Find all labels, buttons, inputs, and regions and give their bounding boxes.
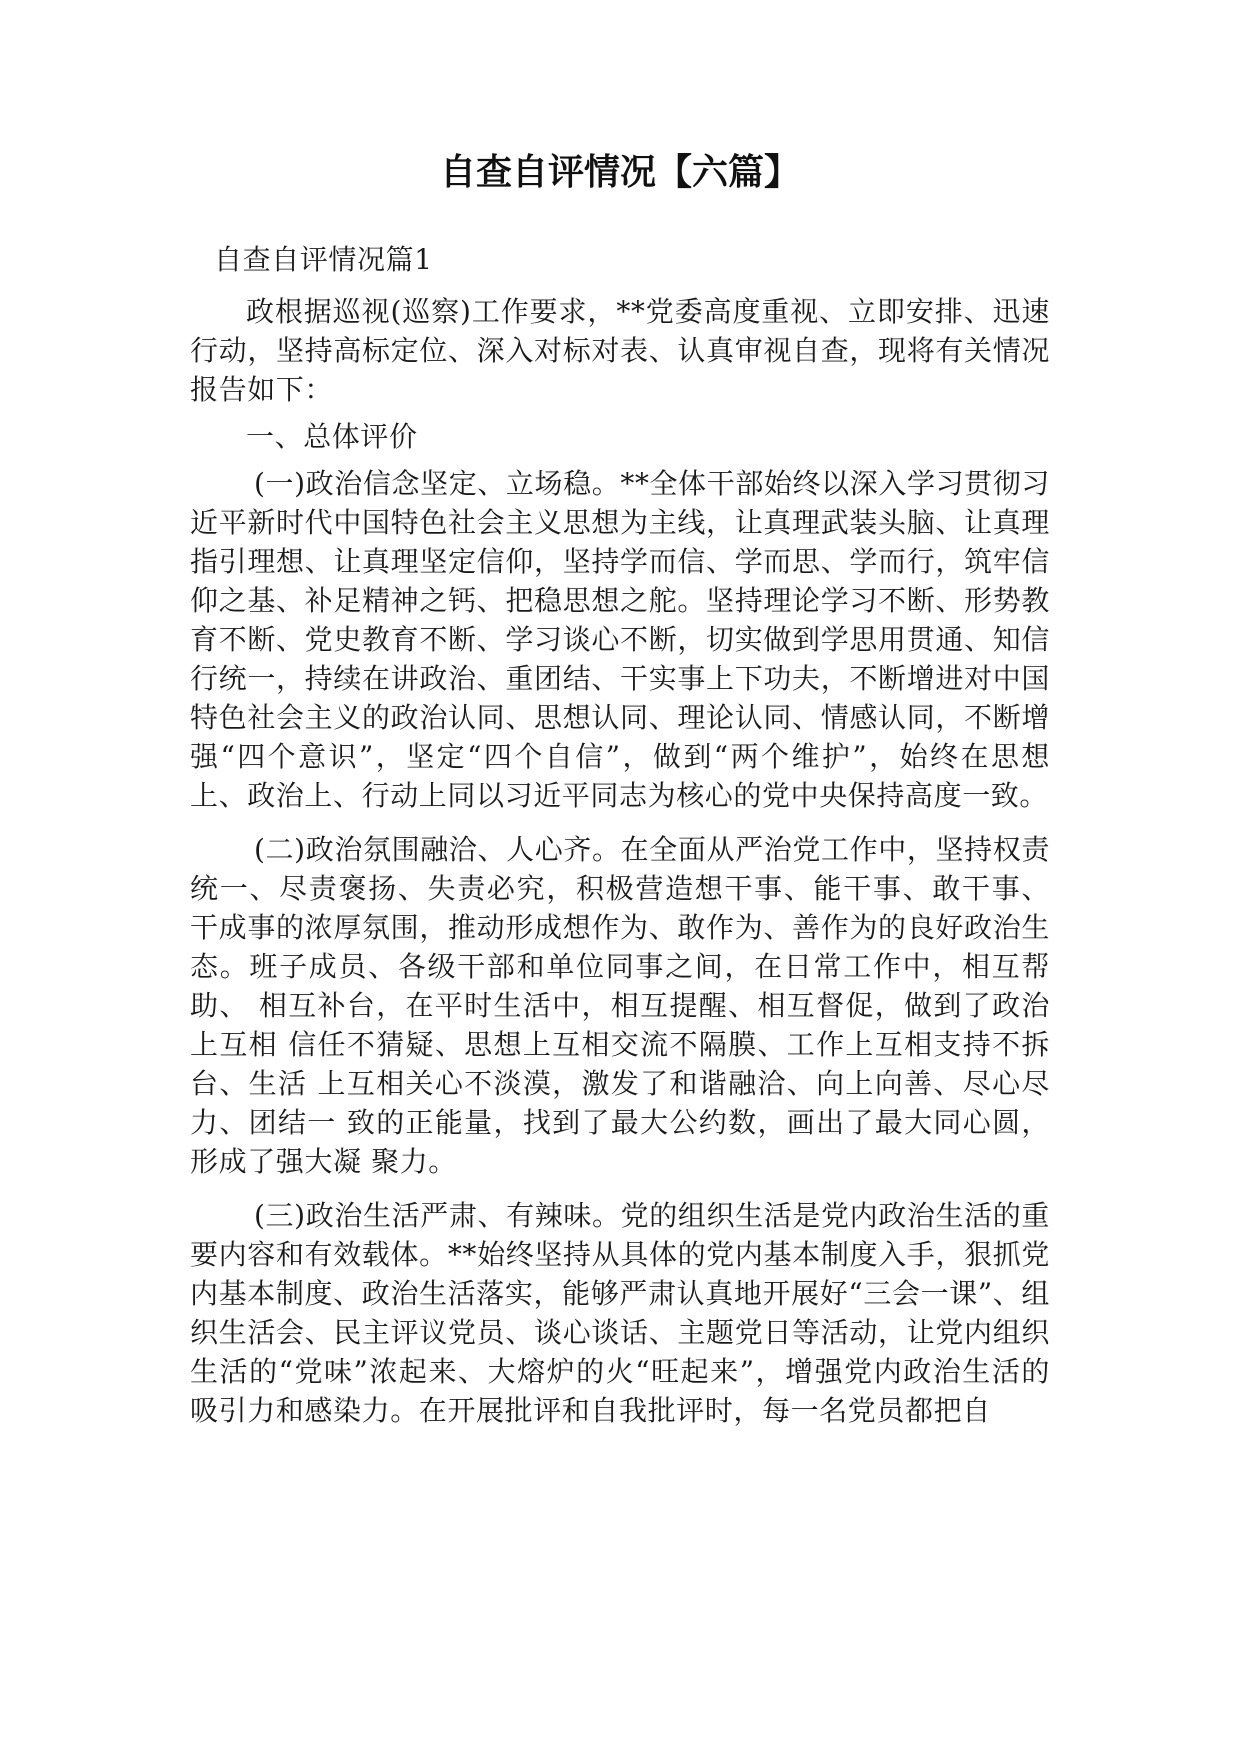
document-subtitle: 自查自评情况篇1 [214,243,433,276]
body-paragraph-3: (三)政治生活严肃、有辣味。党的组织生活是党内政治生活的重要内容和有效载体。**始终坚持从具体的党内基本制度入手，狠抓党内基本制度、政治生活落实，能够严肃认真地开展好“三会一课”、组织生活会、民主评议党员、谈心谈话、主题党日等活动，让党内组织生活的“党味”浓起来、大熔炉的火“旺起来”，增强党内政治生活的吸引力和感染力。在开展批评和自我批评时，每一名党员都把自 [190,1199,1050,1427]
body-paragraph-2: (二)政治氛围融洽、人心齐。在全面从严治党工作中，坚持权责统一、尽责褒扬、失责必究，积极营造想干事、能干事、敢干事、 干成事的浓厚氛围，推动形成想作为、敢作为、善作为的良好政治生 态。班子成员、各级干部和单位同事之间，在日常工作中，相互帮助、 相互补台，在平时生活中，相互提醒、相互督促，做到了政治上互相 信任不猜疑、思想上互相交流不隔膜、工作上互相支持不拆台、生活 上互相关心不淡漠，激发了和谐融洽、向上向善、尽心尽力、团结一 致的正能量，找到了最大公约数，画出了最大同心圆，形成了强大凝 聚力。 [190,833,1050,1178]
body-paragraph-1: (一)政治信念坚定、立场稳。**全体干部始终以深入学习贯彻习近平新时代中国特色社会主义思想为主线，让真理武装头脑、让真理指引理想、让真理坚定信仰，坚持学而信、学而思、学而行，筑牢信仰之基、补足精神之钙、把稳思想之舵。坚持理论学习不断、形势教育不断、党史教育不断、学习谈心不断，切实做到学思用贯通、知信行统一，持续在讲政治、重团结、干实事上下功夫，不断增进对中国特色社会主义的政治认同、思想认同、理论认同、情感认同，不断增强“四个意识”，坚定“四个自信”，做到“两个维护”，始终在思想上、政治上、行动上同以习近平同志为核心的党中央保持高度一致。 [190,467,1050,812]
section-heading: 一、总体评价 [246,420,418,453]
document-body [190,240,1050,1445]
document-title: 自查自评情况【六篇】 [439,152,800,193]
intro-paragraph: 政根据巡视(巡察)工作要求，**党委高度重视、立即安排、迅速行动，坚持高标定位、深入对标对表、认真审视自查，现将有关情况报告如下： [190,295,1050,406]
